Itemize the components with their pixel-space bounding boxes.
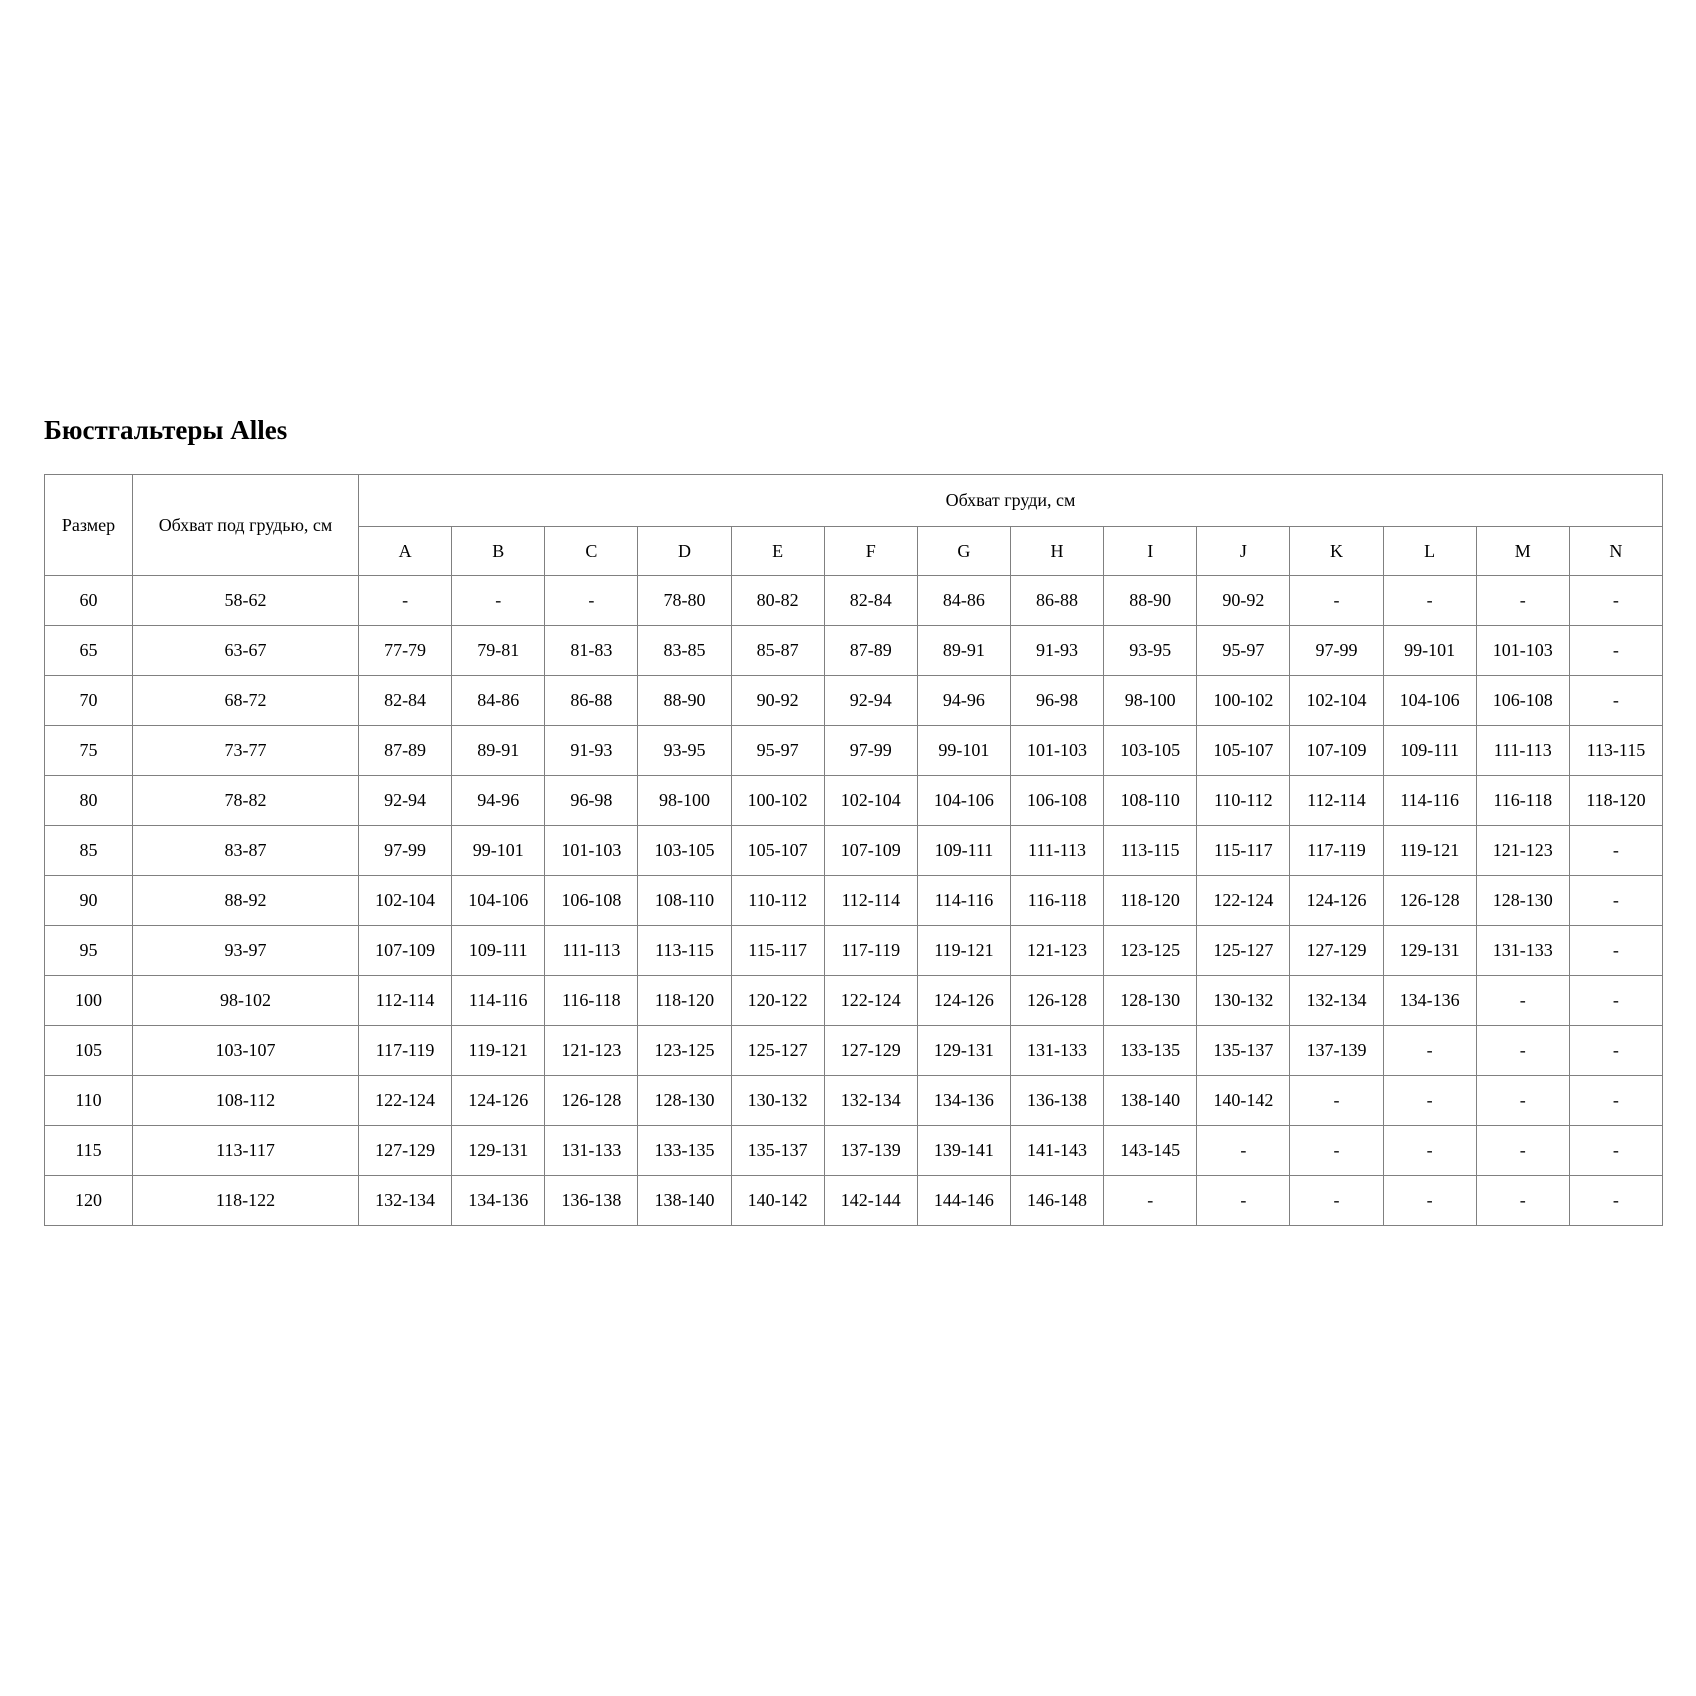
cell-cup-D: 78-80 bbox=[638, 576, 731, 626]
cell-cup-F: 107-109 bbox=[824, 826, 917, 876]
cell-cup-J: - bbox=[1197, 1176, 1290, 1226]
cell-cup-C: 106-108 bbox=[545, 876, 638, 926]
cell-cup-C: 96-98 bbox=[545, 776, 638, 826]
cell-cup-E: 80-82 bbox=[731, 576, 824, 626]
cell-size: 105 bbox=[45, 1026, 133, 1076]
cell-cup-M: 128-130 bbox=[1476, 876, 1569, 926]
size-chart-header bbox=[45, 475, 1663, 576]
cell-cup-G: 144-146 bbox=[917, 1176, 1010, 1226]
cell-cup-L: 99-101 bbox=[1383, 626, 1476, 676]
cell-cup-N: - bbox=[1569, 626, 1662, 676]
cell-cup-D: 113-115 bbox=[638, 926, 731, 976]
cell-cup-A: 122-124 bbox=[359, 1076, 452, 1126]
cell-cup-F: 87-89 bbox=[824, 626, 917, 676]
cell-cup-L: - bbox=[1383, 1076, 1476, 1126]
header-cup-J: J bbox=[1197, 527, 1290, 576]
cell-size: 115 bbox=[45, 1126, 133, 1176]
cell-cup-G: 99-101 bbox=[917, 726, 1010, 776]
cell-cup-J: 122-124 bbox=[1197, 876, 1290, 926]
cell-cup-J: 110-112 bbox=[1197, 776, 1290, 826]
cell-cup-N: - bbox=[1569, 826, 1662, 876]
cell-cup-L: 129-131 bbox=[1383, 926, 1476, 976]
cell-cup-D: 133-135 bbox=[638, 1126, 731, 1176]
cell-size: 95 bbox=[45, 926, 133, 976]
cell-cup-H: 86-88 bbox=[1010, 576, 1103, 626]
cell-cup-M: - bbox=[1476, 976, 1569, 1026]
cell-cup-L: 104-106 bbox=[1383, 676, 1476, 726]
cell-cup-K: 132-134 bbox=[1290, 976, 1383, 1026]
cell-cup-H: 141-143 bbox=[1010, 1126, 1103, 1176]
table-row bbox=[45, 576, 1663, 626]
cell-cup-J: 140-142 bbox=[1197, 1076, 1290, 1126]
header-top-row bbox=[45, 475, 1663, 527]
cell-cup-J: 130-132 bbox=[1197, 976, 1290, 1026]
cell-cup-L: 134-136 bbox=[1383, 976, 1476, 1026]
header-cup-G: G bbox=[917, 527, 1010, 576]
cell-cup-N: 113-115 bbox=[1569, 726, 1662, 776]
cell-underbust: 93-97 bbox=[133, 926, 359, 976]
cell-cup-B: 129-131 bbox=[452, 1126, 545, 1176]
cell-cup-G: 129-131 bbox=[917, 1026, 1010, 1076]
cell-cup-F: 82-84 bbox=[824, 576, 917, 626]
cell-cup-F: 127-129 bbox=[824, 1026, 917, 1076]
header-cup-H: H bbox=[1010, 527, 1103, 576]
cell-size: 120 bbox=[45, 1176, 133, 1226]
cell-underbust: 58-62 bbox=[133, 576, 359, 626]
cell-cup-M: - bbox=[1476, 1076, 1569, 1126]
cell-cup-D: 108-110 bbox=[638, 876, 731, 926]
cell-cup-E: 110-112 bbox=[731, 876, 824, 926]
cell-cup-B: 109-111 bbox=[452, 926, 545, 976]
header-cup-I: I bbox=[1104, 527, 1197, 576]
cell-cup-G: 104-106 bbox=[917, 776, 1010, 826]
cell-cup-L: 109-111 bbox=[1383, 726, 1476, 776]
cell-cup-I: 103-105 bbox=[1104, 726, 1197, 776]
cell-cup-M: 116-118 bbox=[1476, 776, 1569, 826]
header-underbust: Обхват под грудью, см bbox=[133, 475, 359, 576]
cell-cup-A: 92-94 bbox=[359, 776, 452, 826]
cell-cup-A: - bbox=[359, 576, 452, 626]
cell-cup-I: 143-145 bbox=[1104, 1126, 1197, 1176]
cell-cup-H: 131-133 bbox=[1010, 1026, 1103, 1076]
cell-cup-N: - bbox=[1569, 676, 1662, 726]
cell-cup-M: 131-133 bbox=[1476, 926, 1569, 976]
cell-cup-J: 125-127 bbox=[1197, 926, 1290, 976]
cell-size: 80 bbox=[45, 776, 133, 826]
cell-cup-N: - bbox=[1569, 976, 1662, 1026]
cell-cup-M: - bbox=[1476, 576, 1569, 626]
cell-cup-K: 112-114 bbox=[1290, 776, 1383, 826]
cell-underbust: 88-92 bbox=[133, 876, 359, 926]
header-cup-K: K bbox=[1290, 527, 1383, 576]
cell-cup-M: - bbox=[1476, 1126, 1569, 1176]
cell-cup-F: 92-94 bbox=[824, 676, 917, 726]
cell-cup-G: 134-136 bbox=[917, 1076, 1010, 1126]
cell-cup-C: 91-93 bbox=[545, 726, 638, 776]
cell-cup-N: - bbox=[1569, 576, 1662, 626]
cell-cup-E: 140-142 bbox=[731, 1176, 824, 1226]
header-size: Размер bbox=[45, 475, 133, 576]
cell-cup-I: 88-90 bbox=[1104, 576, 1197, 626]
cell-cup-I: 98-100 bbox=[1104, 676, 1197, 726]
cell-size: 65 bbox=[45, 626, 133, 676]
cell-cup-I: 123-125 bbox=[1104, 926, 1197, 976]
cell-underbust: 78-82 bbox=[133, 776, 359, 826]
cell-cup-E: 120-122 bbox=[731, 976, 824, 1026]
cell-underbust: 103-107 bbox=[133, 1026, 359, 1076]
size-chart-table bbox=[44, 474, 1663, 1226]
cell-cup-K: 137-139 bbox=[1290, 1026, 1383, 1076]
cell-cup-I: 108-110 bbox=[1104, 776, 1197, 826]
cell-cup-K: 127-129 bbox=[1290, 926, 1383, 976]
cell-cup-C: 131-133 bbox=[545, 1126, 638, 1176]
cell-cup-F: 112-114 bbox=[824, 876, 917, 926]
cell-cup-F: 97-99 bbox=[824, 726, 917, 776]
cell-cup-C: 81-83 bbox=[545, 626, 638, 676]
cell-cup-H: 136-138 bbox=[1010, 1076, 1103, 1126]
cell-cup-N: - bbox=[1569, 1076, 1662, 1126]
page-title: Бюстгальтеры Alles bbox=[44, 415, 288, 445]
cell-cup-E: 90-92 bbox=[731, 676, 824, 726]
cell-cup-M: - bbox=[1476, 1026, 1569, 1076]
cell-cup-E: 85-87 bbox=[731, 626, 824, 676]
table-row bbox=[45, 1026, 1663, 1076]
cell-cup-K: - bbox=[1290, 1176, 1383, 1226]
cell-cup-A: 127-129 bbox=[359, 1126, 452, 1176]
cell-cup-B: 134-136 bbox=[452, 1176, 545, 1226]
cell-size: 100 bbox=[45, 976, 133, 1026]
cell-cup-H: 121-123 bbox=[1010, 926, 1103, 976]
table-row bbox=[45, 976, 1663, 1026]
cell-cup-B: - bbox=[452, 576, 545, 626]
cell-cup-K: - bbox=[1290, 576, 1383, 626]
cell-cup-N: - bbox=[1569, 926, 1662, 976]
table-row bbox=[45, 1126, 1663, 1176]
cell-cup-G: 94-96 bbox=[917, 676, 1010, 726]
cell-cup-D: 128-130 bbox=[638, 1076, 731, 1126]
cell-cup-E: 100-102 bbox=[731, 776, 824, 826]
cell-cup-K: 102-104 bbox=[1290, 676, 1383, 726]
cell-cup-C: 101-103 bbox=[545, 826, 638, 876]
cell-cup-B: 84-86 bbox=[452, 676, 545, 726]
cell-cup-C: 111-113 bbox=[545, 926, 638, 976]
cell-cup-D: 88-90 bbox=[638, 676, 731, 726]
cell-cup-H: 91-93 bbox=[1010, 626, 1103, 676]
cell-cup-B: 104-106 bbox=[452, 876, 545, 926]
cell-cup-N: - bbox=[1569, 1026, 1662, 1076]
size-chart-body bbox=[45, 576, 1663, 1226]
cell-cup-F: 132-134 bbox=[824, 1076, 917, 1126]
cell-cup-I: 133-135 bbox=[1104, 1026, 1197, 1076]
cell-cup-D: 98-100 bbox=[638, 776, 731, 826]
cell-cup-K: 97-99 bbox=[1290, 626, 1383, 676]
cell-cup-G: 89-91 bbox=[917, 626, 1010, 676]
cell-cup-M: 111-113 bbox=[1476, 726, 1569, 776]
cell-cup-L: - bbox=[1383, 1026, 1476, 1076]
cell-cup-H: 126-128 bbox=[1010, 976, 1103, 1026]
cell-cup-H: 101-103 bbox=[1010, 726, 1103, 776]
cell-cup-H: 116-118 bbox=[1010, 876, 1103, 926]
cell-cup-A: 107-109 bbox=[359, 926, 452, 976]
cell-cup-D: 123-125 bbox=[638, 1026, 731, 1076]
cell-cup-D: 83-85 bbox=[638, 626, 731, 676]
header-cup-M: M bbox=[1476, 527, 1569, 576]
table-row bbox=[45, 876, 1663, 926]
cell-cup-J: 95-97 bbox=[1197, 626, 1290, 676]
cell-cup-N: - bbox=[1569, 1126, 1662, 1176]
cell-cup-G: 119-121 bbox=[917, 926, 1010, 976]
cell-cup-B: 89-91 bbox=[452, 726, 545, 776]
cell-cup-E: 115-117 bbox=[731, 926, 824, 976]
cell-cup-A: 102-104 bbox=[359, 876, 452, 926]
cell-cup-I: - bbox=[1104, 1176, 1197, 1226]
cell-cup-E: 135-137 bbox=[731, 1126, 824, 1176]
cell-cup-L: 126-128 bbox=[1383, 876, 1476, 926]
cell-cup-F: 102-104 bbox=[824, 776, 917, 826]
cell-size: 90 bbox=[45, 876, 133, 926]
cell-size: 110 bbox=[45, 1076, 133, 1126]
header-cup-E: E bbox=[731, 527, 824, 576]
cell-underbust: 83-87 bbox=[133, 826, 359, 876]
header-cup-A: A bbox=[359, 527, 452, 576]
header-bust-span: Обхват груди, см bbox=[359, 475, 1663, 527]
header-cup-L: L bbox=[1383, 527, 1476, 576]
cell-cup-F: 122-124 bbox=[824, 976, 917, 1026]
cell-cup-J: - bbox=[1197, 1126, 1290, 1176]
cell-cup-C: 86-88 bbox=[545, 676, 638, 726]
cell-cup-N: - bbox=[1569, 876, 1662, 926]
cell-underbust: 98-102 bbox=[133, 976, 359, 1026]
cell-cup-I: 138-140 bbox=[1104, 1076, 1197, 1126]
cell-underbust: 73-77 bbox=[133, 726, 359, 776]
cell-cup-K: - bbox=[1290, 1076, 1383, 1126]
cell-size: 75 bbox=[45, 726, 133, 776]
cell-cup-N: 118-120 bbox=[1569, 776, 1662, 826]
cell-size: 60 bbox=[45, 576, 133, 626]
cell-cup-D: 118-120 bbox=[638, 976, 731, 1026]
cell-cup-M: 121-123 bbox=[1476, 826, 1569, 876]
cell-cup-G: 114-116 bbox=[917, 876, 1010, 926]
cell-cup-A: 117-119 bbox=[359, 1026, 452, 1076]
cell-cup-C: - bbox=[545, 576, 638, 626]
cell-cup-I: 118-120 bbox=[1104, 876, 1197, 926]
cell-cup-E: 95-97 bbox=[731, 726, 824, 776]
cell-cup-J: 100-102 bbox=[1197, 676, 1290, 726]
cell-cup-K: - bbox=[1290, 1126, 1383, 1176]
cell-cup-M: 106-108 bbox=[1476, 676, 1569, 726]
cell-cup-G: 139-141 bbox=[917, 1126, 1010, 1176]
cell-size: 85 bbox=[45, 826, 133, 876]
table-row bbox=[45, 826, 1663, 876]
cell-cup-B: 119-121 bbox=[452, 1026, 545, 1076]
cell-cup-I: 93-95 bbox=[1104, 626, 1197, 676]
cell-cup-G: 109-111 bbox=[917, 826, 1010, 876]
table-row bbox=[45, 626, 1663, 676]
cell-cup-I: 128-130 bbox=[1104, 976, 1197, 1026]
cell-cup-H: 111-113 bbox=[1010, 826, 1103, 876]
cell-cup-K: 107-109 bbox=[1290, 726, 1383, 776]
cell-underbust: 113-117 bbox=[133, 1126, 359, 1176]
cell-cup-L: - bbox=[1383, 1126, 1476, 1176]
table-row bbox=[45, 676, 1663, 726]
cell-cup-A: 87-89 bbox=[359, 726, 452, 776]
cell-size: 70 bbox=[45, 676, 133, 726]
cell-cup-E: 125-127 bbox=[731, 1026, 824, 1076]
cell-cup-J: 135-137 bbox=[1197, 1026, 1290, 1076]
cell-cup-A: 112-114 bbox=[359, 976, 452, 1026]
cell-cup-J: 90-92 bbox=[1197, 576, 1290, 626]
cell-cup-B: 79-81 bbox=[452, 626, 545, 676]
cell-cup-L: - bbox=[1383, 1176, 1476, 1226]
cell-cup-I: 113-115 bbox=[1104, 826, 1197, 876]
cell-cup-H: 146-148 bbox=[1010, 1176, 1103, 1226]
cell-underbust: 108-112 bbox=[133, 1076, 359, 1126]
cell-cup-B: 94-96 bbox=[452, 776, 545, 826]
cell-cup-A: 97-99 bbox=[359, 826, 452, 876]
cell-cup-M: 101-103 bbox=[1476, 626, 1569, 676]
cell-cup-E: 105-107 bbox=[731, 826, 824, 876]
cell-cup-B: 99-101 bbox=[452, 826, 545, 876]
cell-cup-L: 114-116 bbox=[1383, 776, 1476, 826]
cell-cup-C: 126-128 bbox=[545, 1076, 638, 1126]
header-cup-N: N bbox=[1569, 527, 1662, 576]
cell-cup-C: 136-138 bbox=[545, 1176, 638, 1226]
cell-cup-G: 84-86 bbox=[917, 576, 1010, 626]
cell-cup-F: 117-119 bbox=[824, 926, 917, 976]
cell-underbust: 63-67 bbox=[133, 626, 359, 676]
cell-cup-J: 105-107 bbox=[1197, 726, 1290, 776]
cell-cup-N: - bbox=[1569, 1176, 1662, 1226]
cell-cup-A: 77-79 bbox=[359, 626, 452, 676]
cell-underbust: 118-122 bbox=[133, 1176, 359, 1226]
cell-cup-M: - bbox=[1476, 1176, 1569, 1226]
cell-cup-K: 124-126 bbox=[1290, 876, 1383, 926]
table-row bbox=[45, 776, 1663, 826]
cell-cup-E: 130-132 bbox=[731, 1076, 824, 1126]
cell-cup-C: 121-123 bbox=[545, 1026, 638, 1076]
cell-cup-A: 132-134 bbox=[359, 1176, 452, 1226]
table-row bbox=[45, 1176, 1663, 1226]
cell-cup-H: 106-108 bbox=[1010, 776, 1103, 826]
table-row bbox=[45, 926, 1663, 976]
cell-cup-J: 115-117 bbox=[1197, 826, 1290, 876]
header-cup-F: F bbox=[824, 527, 917, 576]
header-cup-D: D bbox=[638, 527, 731, 576]
cell-cup-A: 82-84 bbox=[359, 676, 452, 726]
cell-cup-F: 142-144 bbox=[824, 1176, 917, 1226]
cell-cup-F: 137-139 bbox=[824, 1126, 917, 1176]
table-row bbox=[45, 726, 1663, 776]
cell-cup-D: 103-105 bbox=[638, 826, 731, 876]
cell-cup-K: 117-119 bbox=[1290, 826, 1383, 876]
cell-underbust: 68-72 bbox=[133, 676, 359, 726]
header-cup-C: C bbox=[545, 527, 638, 576]
cell-cup-B: 114-116 bbox=[452, 976, 545, 1026]
cell-cup-D: 138-140 bbox=[638, 1176, 731, 1226]
cell-cup-C: 116-118 bbox=[545, 976, 638, 1026]
cell-cup-B: 124-126 bbox=[452, 1076, 545, 1126]
header-cup-B: B bbox=[452, 527, 545, 576]
cell-cup-L: 119-121 bbox=[1383, 826, 1476, 876]
cell-cup-L: - bbox=[1383, 576, 1476, 626]
cell-cup-D: 93-95 bbox=[638, 726, 731, 776]
table-row bbox=[45, 1076, 1663, 1126]
cell-cup-H: 96-98 bbox=[1010, 676, 1103, 726]
cell-cup-G: 124-126 bbox=[917, 976, 1010, 1026]
